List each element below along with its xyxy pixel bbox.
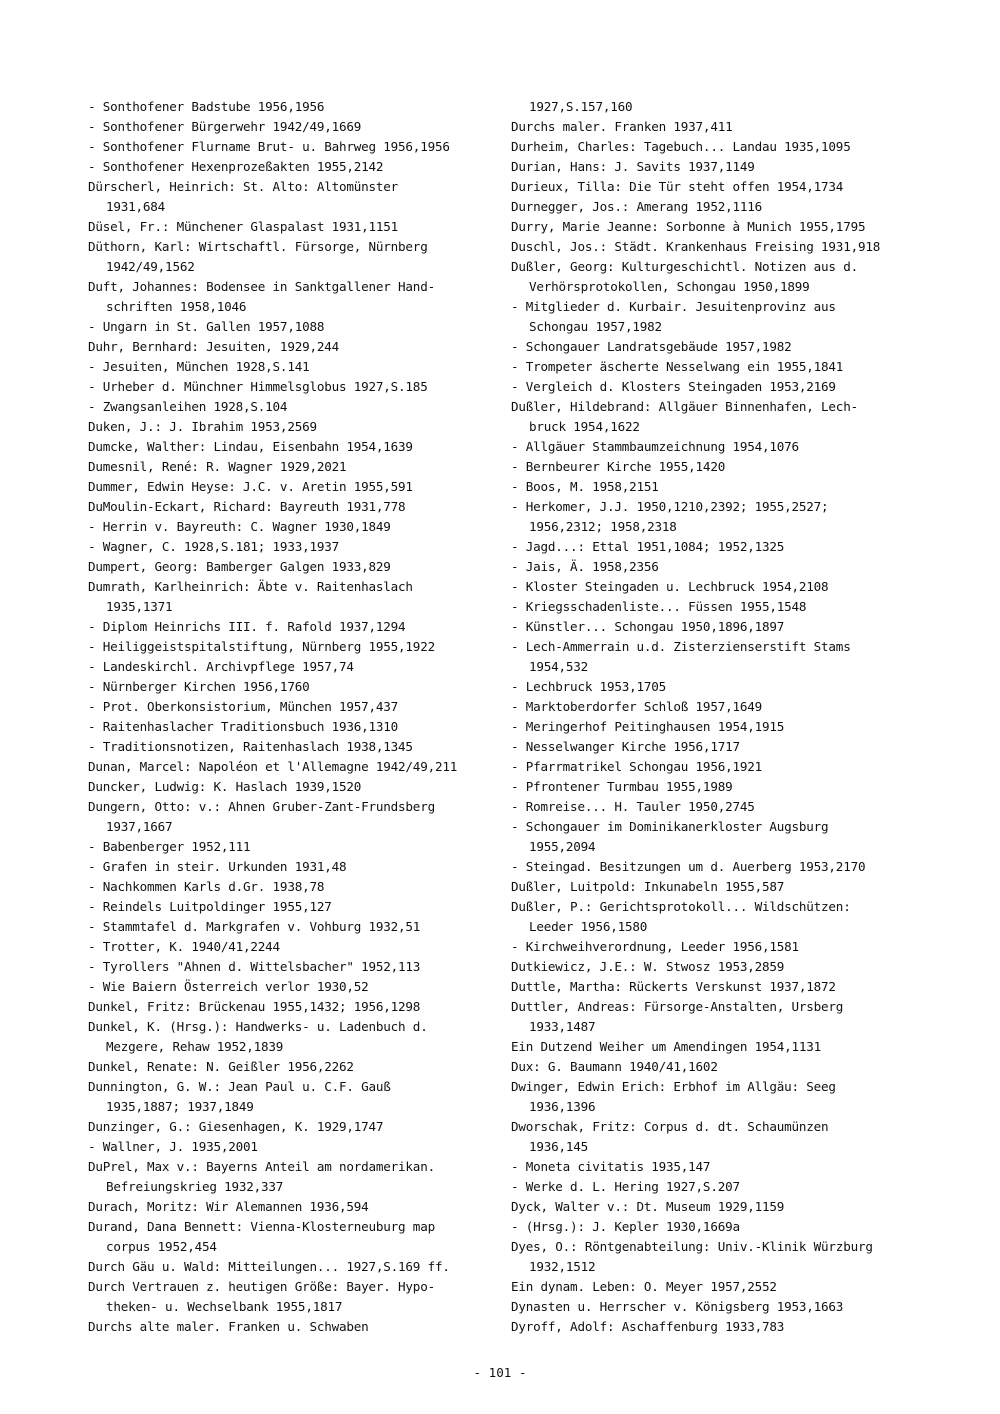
index-entry-line: Dußler, Georg: Kulturgeschichtl. Notizen aus d. — [511, 259, 858, 274]
index-entry-line: Duncker, Ludwig: K. Haslach 1939,1520 — [88, 779, 362, 794]
index-entry-line: Ein dynam. Leben: O. Meyer 1957,2552 — [511, 1279, 777, 1294]
index-entry-line: - Jais, Ä. 1958,2356 — [511, 559, 659, 574]
index-entry-line: Dyes, O.: Röntgenabteilung: Univ.-Klinik Würzburg — [511, 1239, 873, 1254]
index-entry-line: - Jesuiten, München 1928,S.141 — [88, 359, 310, 374]
index-entry-line: 1936,1396 — [529, 1099, 596, 1114]
index-entry-line: - Moneta civitatis 1935,147 — [511, 1159, 711, 1174]
index-entry-line: Dummer, Edwin Heyse: J.C. v. Aretin 1955,591 — [88, 479, 413, 494]
index-entry-line: Durheim, Charles: Tagebuch... Landau 1935,1095 — [511, 139, 851, 154]
index-entry-line: Duttle, Martha: Rückerts Verskunst 1937,1872 — [511, 979, 836, 994]
index-entry-line: - Stammtafel d. Markgrafen v. Vohburg 1932,51 — [88, 919, 421, 934]
index-entry-line: Dutkiewicz, J.E.: W. Stwosz 1953,2859 — [511, 959, 785, 974]
index-entry-line: Dux: G. Baumann 1940/41,1602 — [511, 1059, 718, 1074]
index-entry-line: Verhörsprotokollen, Schongau 1950,1899 — [529, 279, 810, 294]
index-entry-line: bruck 1954,1622 — [529, 419, 640, 434]
index-entry-line: - Herkomer, J.J. 1950,1210,2392; 1955,2527; — [511, 499, 829, 514]
index-entry-line: - Grafen in steir. Urkunden 1931,48 — [88, 859, 347, 874]
index-entry-line: - Ungarn in St. Gallen 1957,1088 — [88, 319, 325, 334]
index-entry-line: 1931,684 — [106, 199, 166, 214]
index-entry-line: - Lech-Ammerrain u.d. Zisterzienserstift Stams — [511, 639, 851, 654]
index-entry-line: Durieux, Tilla: Die Tür steht offen 1954,1734 — [511, 179, 844, 194]
index-entry-line: Befreiungskrieg 1932,337 — [106, 1179, 284, 1194]
index-entry-line: 1955,2094 — [529, 839, 596, 854]
index-entry-line: - Trotter, K. 1940/41,2244 — [88, 939, 280, 954]
index-entry-line: - Landeskirchl. Archivpflege 1957,74 — [88, 659, 354, 674]
index-entry-line: Durry, Marie Jeanne: Sorbonne à Munich 1955,1795 — [511, 219, 866, 234]
index-entry-line: 1936,145 — [529, 1139, 589, 1154]
index-entry-line: 1935,1371 — [106, 599, 173, 614]
index-entry-line: Schongau 1957,1982 — [529, 319, 662, 334]
index-entry-line: Düsel, Fr.: Münchener Glaspalast 1931,1151 — [88, 219, 399, 234]
index-entry-line: Dumesnil, René: R. Wagner 1929,2021 — [88, 459, 347, 474]
index-entry-line: Dunkel, Renate: N. Geißler 1956,2262 — [88, 1059, 354, 1074]
index-entry-line: Durchs alte maler. Franken u. Schwaben — [88, 1319, 369, 1334]
index-entry-line: Dungern, Otto: v.: Ahnen Gruber-Zant-Frundsberg — [88, 799, 435, 814]
index-entry-line: Dußler, P.: Gerichtsprotokoll... Wildschützen: — [511, 899, 851, 914]
index-entry-line: Dumpert, Georg: Bamberger Galgen 1933,829 — [88, 559, 391, 574]
index-entry-line: - Wie Baiern Österreich verlor 1930,52 — [88, 979, 369, 994]
index-entry-line: - Kirchweihverordnung, Leeder 1956,1581 — [511, 939, 799, 954]
index-entry-line: - Diplom Heinrichs III. f. Rafold 1937,1294 — [88, 619, 406, 634]
index-entry-line: - Jagd...: Ettal 1951,1084; 1952,1325 — [511, 539, 785, 554]
index-entry-line: - Traditionsnotizen, Raitenhaslach 1938,1345 — [88, 739, 413, 754]
index-entry-line: - Bernbeurer Kirche 1955,1420 — [511, 459, 726, 474]
index-entry-line: - Reindels Luitpoldinger 1955,127 — [88, 899, 332, 914]
index-entry-line: Dunkel, K. (Hrsg.): Handwerks- u. Ladenbuch d. — [88, 1019, 428, 1034]
index-entry-line: 1954,532 — [529, 659, 589, 674]
index-entry-line: - Kriegsschadenliste... Füssen 1955,1548 — [511, 599, 807, 614]
index-entry-line: - Nürnberger Kirchen 1956,1760 — [88, 679, 310, 694]
index-entry-line: Leeder 1956,1580 — [529, 919, 648, 934]
index-entry-line: - Wagner, C. 1928,S.181; 1933,1937 — [88, 539, 339, 554]
index-entry-line: Dürscherl, Heinrich: St. Alto: Altomünster — [88, 179, 399, 194]
index-entry-line: - Mitglieder d. Kurbair. Jesuitenprovinz aus — [511, 299, 836, 314]
index-entry-line: - Schongauer Landratsgebäude 1957,1982 — [511, 339, 792, 354]
index-entry-line: Durchs maler. Franken 1937,411 — [511, 119, 733, 134]
index-entry-line: - Herrin v. Bayreuth: C. Wagner 1930,1849 — [88, 519, 391, 534]
index-entry-line: - Babenberger 1952,111 — [88, 839, 251, 854]
index-entry-line: Dyroff, Adolf: Aschaffenburg 1933,783 — [511, 1319, 785, 1334]
index-entry-line: DuMoulin-Eckart, Richard: Bayreuth 1931,778 — [88, 499, 406, 514]
index-entry-line: - Wallner, J. 1935,2001 — [88, 1139, 258, 1154]
index-entry-line: Durand, Dana Bennett: Vienna-Klosterneuburg map — [88, 1219, 435, 1234]
index-entry-line: - Heiliggeistspitalstiftung, Nürnberg 1955,1922 — [88, 639, 435, 654]
index-entry-line: - Lechbruck 1953,1705 — [511, 679, 667, 694]
index-entry-line: Dunnington, G. W.: Jean Paul u. C.F. Gauß — [88, 1079, 391, 1094]
right-column — [511, 97, 911, 1337]
index-entry-line: Durnegger, Jos.: Amerang 1952,1116 — [511, 199, 762, 214]
index-entry-line: Düthorn, Karl: Wirtschaftl. Fürsorge, Nürnberg — [88, 239, 428, 254]
index-entry-line: Duttler, Andreas: Fürsorge-Anstalten, Ursberg — [511, 999, 844, 1014]
index-entry-line: - Raitenhaslacher Traditionsbuch 1936,1310 — [88, 719, 399, 734]
index-entry-line: Mezgere, Rehaw 1952,1839 — [106, 1039, 284, 1054]
index-entry-line: Dwinger, Edwin Erich: Erbhof im Allgäu: Seeg — [511, 1079, 836, 1094]
index-entry-line: - Nachkommen Karls d.Gr. 1938,78 — [88, 879, 325, 894]
index-entry-line: Duken, J.: J. Ibrahim 1953,2569 — [88, 419, 317, 434]
index-entry-line: - Pfrontener Turmbau 1955,1989 — [511, 779, 733, 794]
index-entry-line: - Nesselwanger Kirche 1956,1717 — [511, 739, 740, 754]
index-entry-line: - (Hrsg.): J. Kepler 1930,1669a — [511, 1219, 740, 1234]
index-entry-line: 1935,1887; 1937,1849 — [106, 1099, 254, 1114]
index-entry-line: - Schongauer im Dominikanerkloster Augsburg — [511, 819, 829, 834]
index-entry-line: - Urheber d. Münchner Himmelsglobus 1927,S.185 — [88, 379, 428, 394]
index-entry-line: Dumcke, Walther: Lindau, Eisenbahn 1954,1639 — [88, 439, 413, 454]
index-entry-line: - Sonthofener Badstube 1956,1956 — [88, 99, 325, 114]
index-entry-line: - Werke d. L. Hering 1927,S.207 — [511, 1179, 740, 1194]
index-entry-line: Dußler, Hildebrand: Allgäuer Binnenhafen, Lech- — [511, 399, 858, 414]
index-entry-line: schriften 1958,1046 — [106, 299, 247, 314]
index-entry-line: - Sonthofener Bürgerwehr 1942/49,1669 — [88, 119, 362, 134]
index-entry-line: Durian, Hans: J. Savits 1937,1149 — [511, 159, 755, 174]
left-column — [88, 97, 498, 1337]
index-entry-line: theken- u. Wechselbank 1955,1817 — [106, 1299, 343, 1314]
index-entry-line: - Tyrollers "Ahnen d. Wittelsbacher" 1952,113 — [88, 959, 421, 974]
index-entry-line: Dußler, Luitpold: Inkunabeln 1955,587 — [511, 879, 785, 894]
index-entry-line: Dworschak, Fritz: Corpus d. dt. Schaumünzen — [511, 1119, 829, 1134]
index-entry-line: - Sonthofener Hexenprozeßakten 1955,2142 — [88, 159, 384, 174]
index-entry-line: Dunzinger, G.: Giesenhagen, K. 1929,1747 — [88, 1119, 384, 1134]
index-entry-line: - Trompeter äscherte Nesselwang ein 1955,1841 — [511, 359, 844, 374]
index-entry-line: Ein Dutzend Weiher um Amendingen 1954,1131 — [511, 1039, 822, 1054]
index-entry-line: - Marktoberdorfer Schloß 1957,1649 — [511, 699, 762, 714]
index-entry-line: corpus 1952,454 — [106, 1239, 217, 1254]
index-entry-line: - Boos, M. 1958,2151 — [511, 479, 659, 494]
index-entry-line: - Künstler... Schongau 1950,1896,1897 — [511, 619, 785, 634]
index-entry-line: - Prot. Oberkonsistorium, München 1957,437 — [88, 699, 399, 714]
index-entry-line: - Kloster Steingaden u. Lechbruck 1954,2108 — [511, 579, 829, 594]
index-entry-line: 1933,1487 — [529, 1019, 596, 1034]
index-entry-line: Duft, Johannes: Bodensee in Sanktgallener Hand- — [88, 279, 435, 294]
index-entry-line: Durach, Moritz: Wir Alemannen 1936,594 — [88, 1199, 369, 1214]
index-entry-line: Dunkel, Fritz: Brückenau 1955,1432; 1956,1298 — [88, 999, 421, 1014]
page-number: - 101 - — [473, 1365, 527, 1380]
index-entry-line: - Sonthofener Flurname Brut- u. Bahrweg 1956,1956 — [88, 139, 450, 154]
index-entry-line: Dynasten u. Herrscher v. Königsberg 1953,1663 — [511, 1299, 844, 1314]
index-entry-line: 1932,1512 — [529, 1259, 596, 1274]
index-entry-line: 1942/49,1562 — [106, 259, 195, 274]
index-entry-line: Duhr, Bernhard: Jesuiten, 1929,244 — [88, 339, 339, 354]
index-entry-line: Durch Vertrauen z. heutigen Größe: Bayer. Hypo- — [88, 1279, 435, 1294]
index-entry-line: - Zwangsanleihen 1928,S.104 — [88, 399, 288, 414]
index-entry-line: DuPrel, Max v.: Bayerns Anteil am nordamerikan. — [88, 1159, 435, 1174]
index-entry-line: - Vergleich d. Klosters Steingaden 1953,2169 — [511, 379, 836, 394]
index-entry-line: Duschl, Jos.: Städt. Krankenhaus Freising 1931,918 — [511, 239, 881, 254]
index-entry-line: - Steingad. Besitzungen um d. Auerberg 1953,2170 — [511, 859, 866, 874]
index-entry-line: - Romreise... H. Tauler 1950,2745 — [511, 799, 755, 814]
index-entry-line: 1937,1667 — [106, 819, 173, 834]
index-entry-line: 1956,2312; 1958,2318 — [529, 519, 677, 534]
index-entry-line: Dunan, Marcel: Napoléon et l'Allemagne 1942/49,211 — [88, 759, 458, 774]
index-entry-line: Durch Gäu u. Wald: Mitteilungen... 1927,S.169 ff. — [88, 1259, 450, 1274]
index-entry-line: - Pfarrmatrikel Schongau 1956,1921 — [511, 759, 762, 774]
index-entry-line: 1927,S.157,160 — [529, 99, 633, 114]
index-entry-line: Dumrath, Karlheinrich: Äbte v. Raitenhaslach — [88, 579, 413, 594]
index-entry-line: - Allgäuer Stammbaumzeichnung 1954,1076 — [511, 439, 799, 454]
index-entry-line: - Meringerhof Peitinghausen 1954,1915 — [511, 719, 785, 734]
index-entry-line: Dyck, Walter v.: Dt. Museum 1929,1159 — [511, 1199, 785, 1214]
